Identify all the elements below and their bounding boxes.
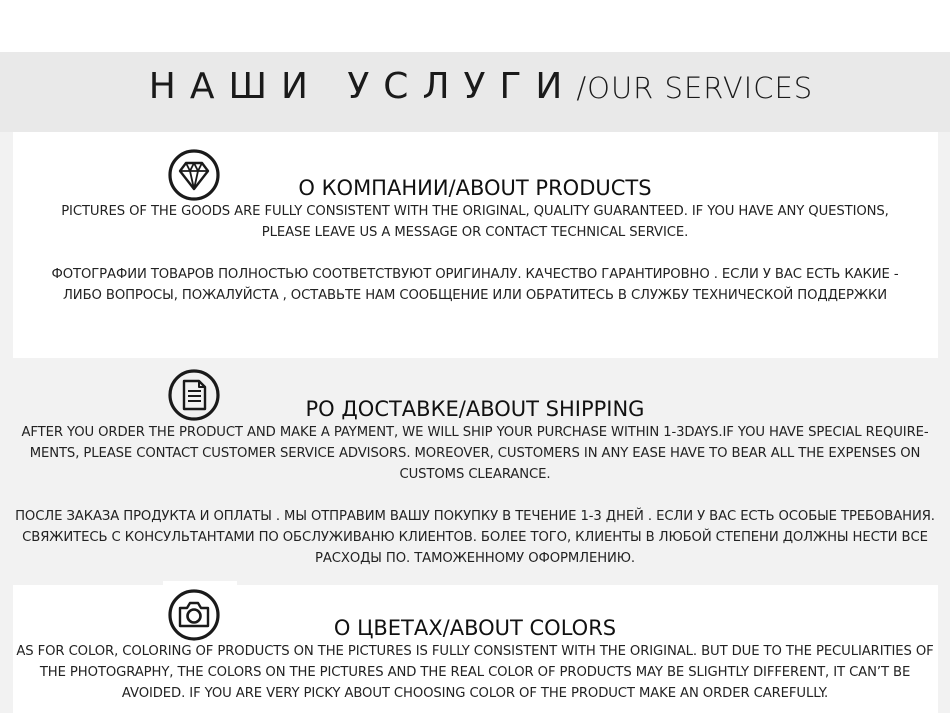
shipping-text-en bbox=[0, 422, 950, 485]
text-line: ПОСЛЕ ЗАКАЗА ПРОДУКТА И ОПЛАТЫ . МЫ ОТПРАВИМ ВАШУ ПОКУПКУ В ТЕЧЕНИЕ 1-3 ДНЕЙ . ЕСЛИ У ВАС ЕСТЬ ОСОБЫЕ ТРЕБОВАНИЯ. bbox=[15, 509, 935, 524]
section-title-products: О КОМПАНИИ/ABOUT PRODUCTS bbox=[298, 176, 652, 200]
text-line: РАСХОДЫ ПО. ТАМОЖЕННОМУ ОФОРМЛЕНИЮ. bbox=[315, 551, 635, 566]
section-title-colors: О ЦВЕТАХ/ABOUT COLORS bbox=[333, 616, 617, 640]
text-line: СВЯЖИТЕСЬ С КОНСУЛЬТАНТАМИ ПО ОБСЛУЖИВАНЮ КЛИЕНТОВ. БОЛЕЕ ТОГО, КЛИЕНТЫ В ЛЮБОЙ СТЕПЕНИ ДОЛЖНЫ НЕСТИ ВСЕ bbox=[22, 530, 928, 545]
shipping-text-ru bbox=[0, 506, 950, 569]
colors-text-en bbox=[0, 641, 950, 704]
top-spacer bbox=[0, 0, 950, 52]
text-line: AVOIDED. IF YOU ARE VERY PICKY ABOUT CHOOSING COLOR OF THE PRODUCT MAKE AN ORDER CAREFULLY. bbox=[121, 686, 829, 701]
products-text-ru bbox=[0, 264, 950, 306]
about-products-card bbox=[13, 132, 938, 358]
text-line: AFTER YOU ORDER THE PRODUCT AND MAKE A PAYMENT, WE WILL SHIP YOUR PURCHASE WITHIN 1-3DAYS.IF YOU HAVE SPECIAL REQUIRE- bbox=[21, 425, 929, 440]
banner-title bbox=[0, 66, 950, 107]
text-line: AS FOR COLOR, COLORING OF PRODUCTS ON THE PICTURES IS FULLY CONSISTENT WITH THE ORIGINAL. BUT DUE TO THE PECULIARITIES OF bbox=[16, 644, 934, 659]
text-line: ЛИБО ВОПРОСЫ, ПОЖАЛУЙСТА , ОСТАВЬТЕ НАМ СООБЩЕНИЕ ИЛИ ОБРАТИТЕСЬ В СЛУЖБУ ТЕХНИЧЕСКОЙ ПОДДЕРЖКИ bbox=[62, 288, 887, 303]
text-line: PICTURES OF THE GOODS ARE FULLY CONSISTENT WITH THE ORIGINAL, QUALITY GUARANTEED. IF YOU HAVE ANY QUESTIONS, bbox=[61, 204, 889, 219]
text-line: MENTS, PLEASE CONTACT CUSTOMER SERVICE ADVISORS. MOREOVER, CUSTOMERS IN ANY EASE HAVE TO BEAR ALL THE EXPENSES ON bbox=[29, 446, 921, 461]
products-text-en bbox=[0, 201, 950, 243]
section-title-shipping: РО ДОСТАВКЕ/ABOUT SHIPPING bbox=[305, 397, 645, 421]
text-line: ФОТОГРАФИИ ТОВАРОВ ПОЛНОСТЬЮ СООТВЕТСТВУЮТ ОРИГИНАЛУ. КАЧЕСТВО ГАРАНТИРОВНО . ЕСЛИ У ВАС ЕСТЬ КАКИЕ - bbox=[51, 267, 899, 282]
banner-title-ru: НАШИ УСЛУГИ bbox=[148, 66, 577, 107]
text-line: CUSTOMS CLEARANCE. bbox=[399, 467, 551, 482]
banner-title-en: /OUR SERVICES bbox=[576, 71, 814, 105]
text-line: THE PHOTOGRAPHY, THE COLORS ON THE PICTURES AND THE REAL COLOR OF PRODUCTS MAY BE SLIGHTLY DIFFERENT, IT CAN’T BE bbox=[39, 665, 911, 680]
text-line: PLEASE LEAVE US A MESSAGE OR CONTACT TECHNICAL SERVICE. bbox=[261, 225, 689, 240]
